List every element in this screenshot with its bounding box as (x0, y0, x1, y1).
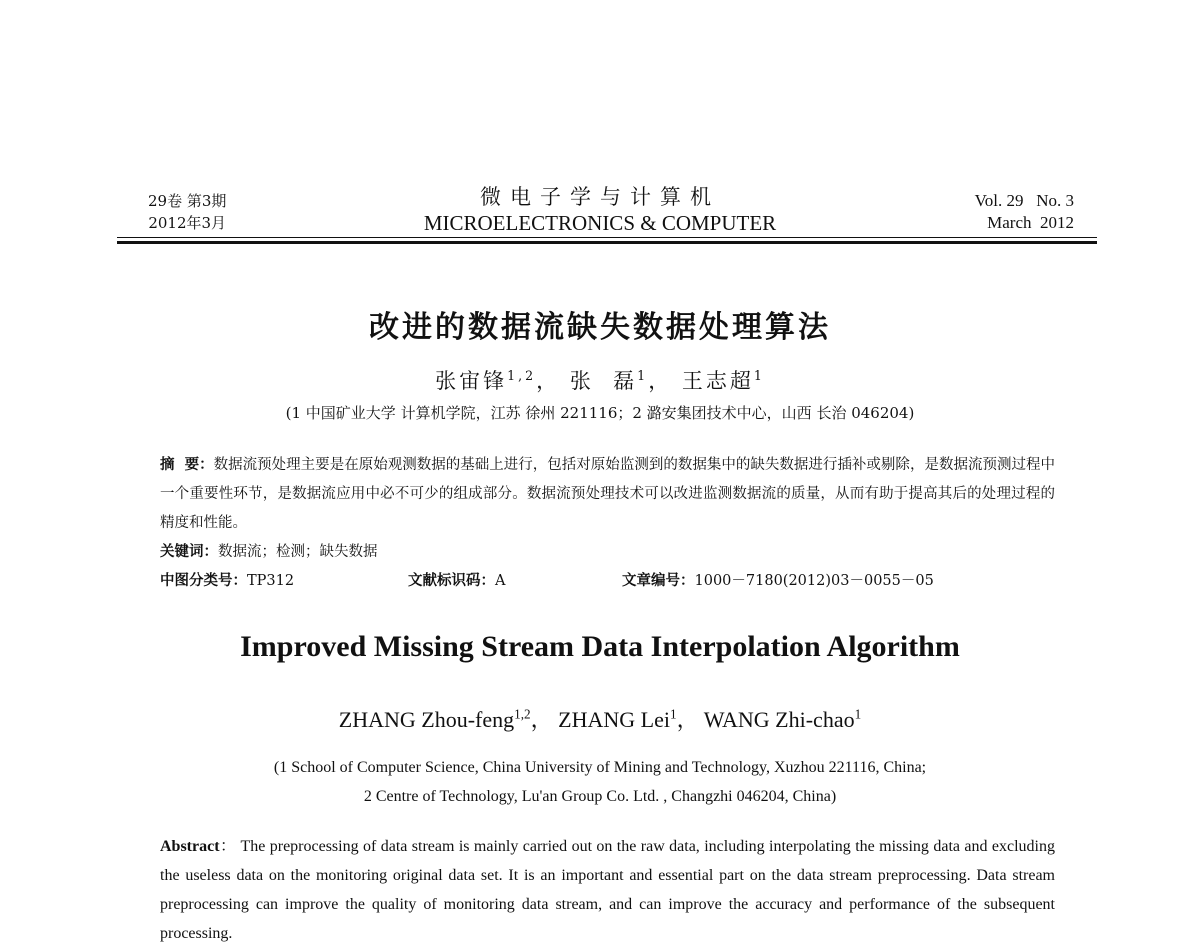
article-number (622, 569, 934, 590)
author-separator: ， (530, 707, 553, 732)
author-sup: 1 (854, 706, 862, 722)
authors-cn (0, 365, 1200, 395)
issue-volume-en: Vol. 29 No. 3 (974, 191, 1074, 210)
clc-value: TP312 (247, 573, 295, 589)
author-sup: 1 (669, 706, 677, 722)
art-value: 1000－7180(2012)03－0055－05 (694, 573, 934, 589)
affiliation-en-line1: (1 School of Computer Science, China University of Mining and Technology, Xuzhou 221116, China; (273, 759, 927, 776)
author-separator: ， (536, 369, 561, 393)
author-name: WANG Zhi-chao (703, 707, 855, 732)
art-label: 文章编号： (622, 573, 695, 589)
authors-en (0, 703, 1200, 734)
author-name: 张 磊 (569, 369, 638, 393)
affiliation-cn: (1 中国矿业大学 计算机学院，江苏 徐州 221116；2 潞安集团技术中心，山西 长治 046204) (285, 404, 915, 422)
issue-date-cn: 2012年3月 (148, 214, 227, 232)
keywords-label: 关键词： (160, 544, 218, 560)
doc-value: A (495, 573, 506, 589)
issue-info-en (975, 190, 1074, 234)
document-code (408, 569, 505, 590)
author-separator: ， (676, 707, 699, 732)
abstract-cn (160, 451, 1055, 538)
doc-label: 文献标识码： (408, 573, 495, 589)
paper-title-cn: 改进的数据流缺失数据处理算法 (369, 310, 831, 345)
abstract-text-en: The preprocessing of data stream is mainly carried out on the raw data, including interpolating the missing data and excluding the useless data on the monitoring original data set. It is an important and essential part on the data stream preprocessing. Data stream preprocessing can improve the quality of monitoring data stream, and can improve the accuracy and performance of the subsequent processing. (160, 838, 1055, 942)
abstract-colon: ： (219, 838, 237, 855)
paper-title-en: Improved Missing Stream Data Interpolation Algorithm (240, 630, 960, 663)
affiliation-en (0, 753, 1200, 811)
abstract-label-cn: 摘 要： (160, 457, 214, 473)
abstract-label-en: Abstract (160, 838, 220, 855)
clc-label: 中图分类号： (160, 573, 247, 589)
abstract-text-cn: 数据流预处理主要是在原始观测数据的基础上进行，包括对原始监测到的数据集中的缺失数据进行插补或剔除，是数据流预测过程中一个重要性环节，是数据流应用中必不可少的组成部分。数据流预处理技术可以改进监测数据流的质量，从而有助于提高其后的处理过程的精度和性能。 (160, 457, 1055, 531)
author-sup: 1,2 (507, 368, 537, 383)
keywords-text: 数据流；检测；缺失数据 (218, 544, 378, 560)
journal-title-en: MICROELECTRONICS & COMPUTER (423, 211, 777, 235)
author-sup: 1 (637, 368, 649, 383)
author-name: 王志超 (681, 369, 754, 393)
author-sup: 1 (753, 368, 765, 383)
author-separator: ， (648, 369, 673, 393)
issue-volume-cn: 29卷 第3期 (148, 192, 227, 210)
journal-title-cn: 微电子学与计算机 (480, 185, 720, 209)
issue-date-en: March 2012 (987, 213, 1074, 232)
author-name: ZHANG Lei (558, 707, 670, 732)
header-rule-thick (117, 241, 1097, 244)
clc-number (160, 569, 294, 590)
keywords-cn (160, 540, 378, 561)
author-sup: 1,2 (514, 706, 531, 722)
affiliation-en-line2: 2 Centre of Technology, Lu'an Group Co. Ltd. , Changzhi 046204, China) (363, 788, 837, 805)
header-rule-thin (117, 237, 1097, 238)
author-name: 张宙锋 (435, 369, 508, 393)
abstract-en (160, 832, 1055, 948)
author-name: ZHANG Zhou-feng (338, 707, 515, 732)
